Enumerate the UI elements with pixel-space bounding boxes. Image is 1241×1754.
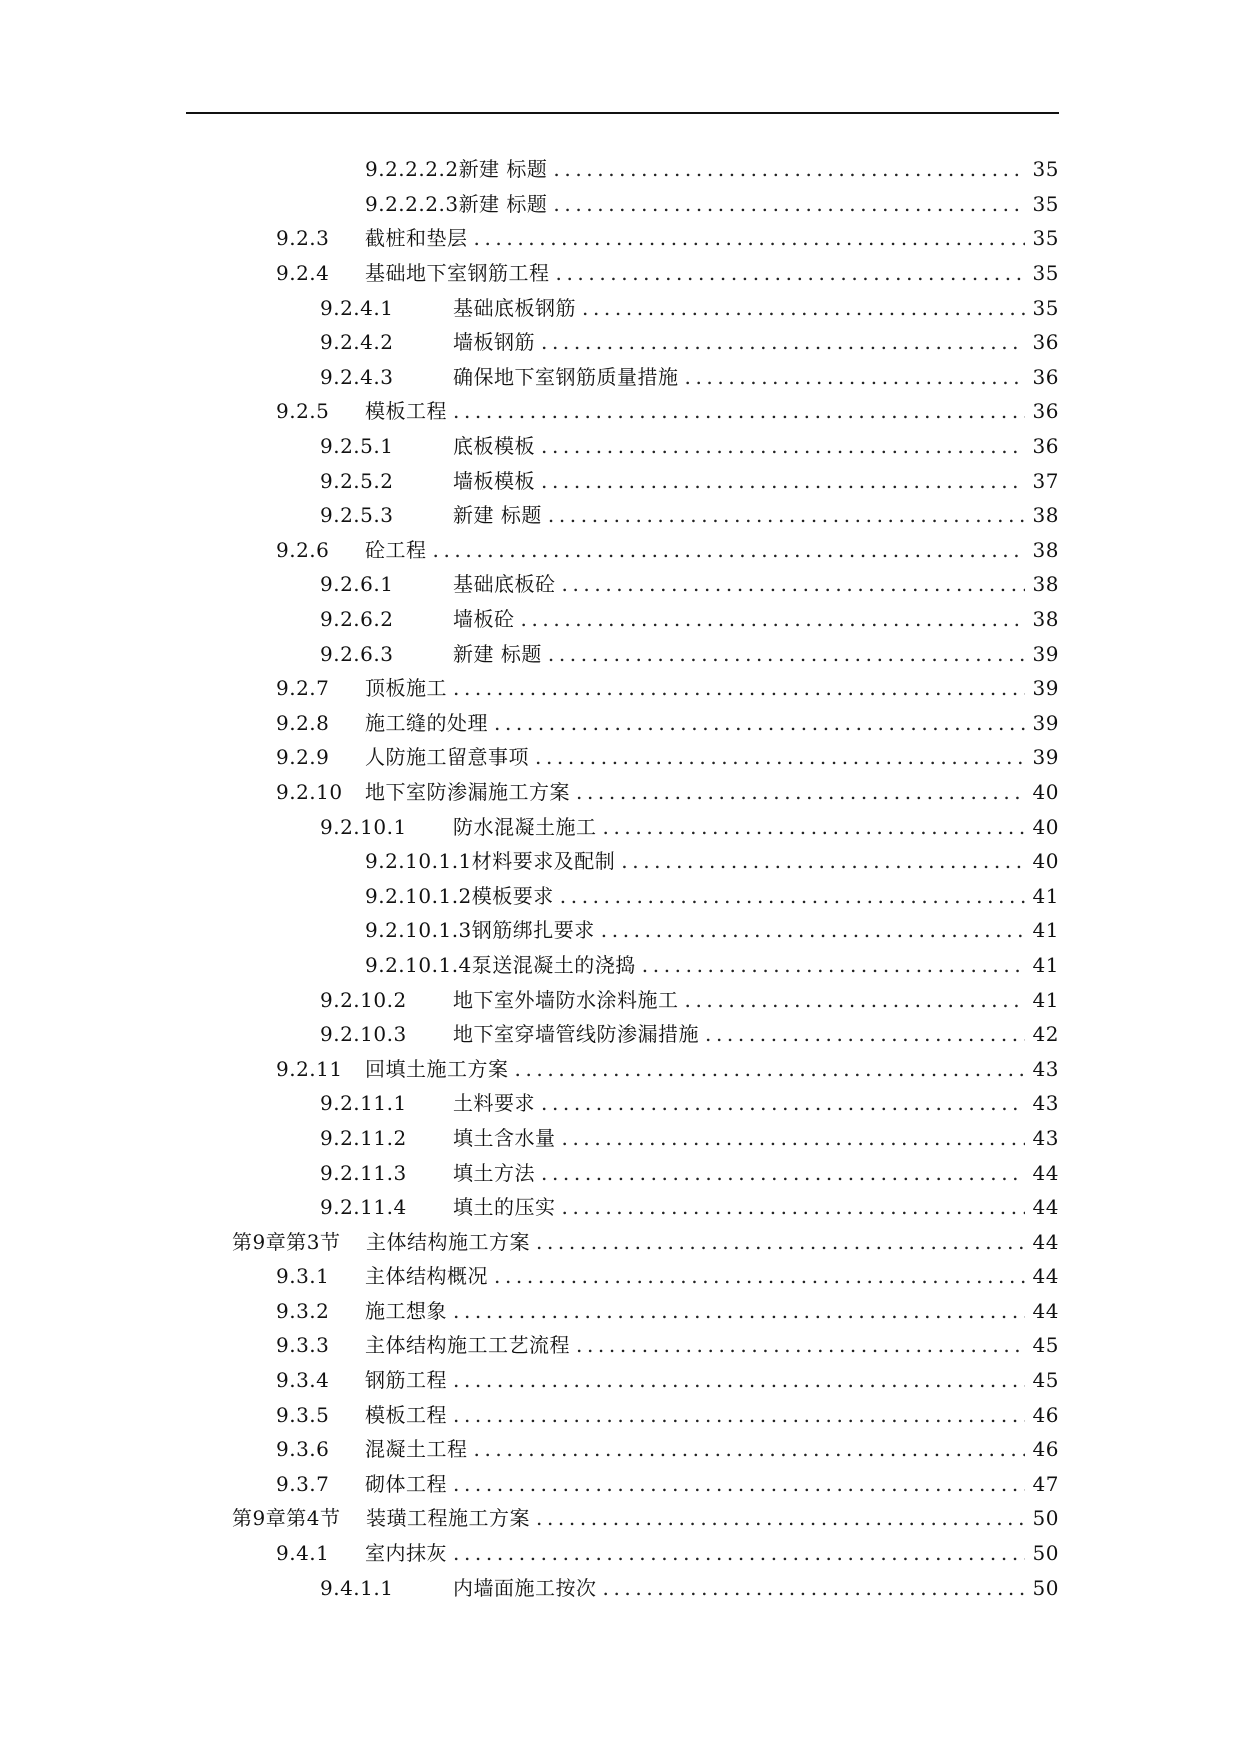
toc-entry-page: 43 <box>1032 1056 1059 1081</box>
toc-entry-title: 基础底板钢筋 <box>453 295 576 320</box>
toc-entry-number: 9.2.8 <box>276 710 330 735</box>
toc-entry-title: 新建 标题 <box>453 503 542 528</box>
toc-entry[interactable] <box>0 706 1241 741</box>
toc-entry-page: 35 <box>1032 157 1059 182</box>
toc-entry-title: 模板要求 <box>471 883 554 908</box>
toc-entry-page: 35 <box>1032 226 1059 251</box>
toc-entry[interactable] <box>0 1397 1241 1432</box>
toc-dot-leader <box>453 1543 1025 1563</box>
toc-dot-leader <box>621 851 1025 871</box>
toc-dot-leader <box>603 817 1026 837</box>
toc-entry-page: 43 <box>1032 1091 1059 1116</box>
toc-entry-title: 模板工程 <box>365 1402 447 1427</box>
toc-entry-page: 37 <box>1032 468 1059 493</box>
toc-entry-number: 9.2.4.2 <box>320 330 394 355</box>
toc-entry-title: 钢筋绑扎要求 <box>471 918 595 943</box>
toc-entry-title: 墙板砼 <box>453 607 515 632</box>
toc-entry[interactable] <box>0 256 1241 291</box>
toc-entry-number: 9.2.3 <box>276 226 330 251</box>
toc-entry-page: 45 <box>1032 1333 1059 1358</box>
toc-dot-leader <box>453 1301 1025 1321</box>
toc-dot-leader <box>560 886 1025 906</box>
toc-dot-leader <box>536 1508 1025 1528</box>
toc-entry-page: 36 <box>1032 399 1059 424</box>
toc-entry[interactable] <box>0 1017 1241 1052</box>
toc-entry-number: 9.2.10.1 <box>320 814 407 839</box>
toc-entry-page: 39 <box>1032 641 1059 666</box>
toc-entry[interactable] <box>0 636 1241 671</box>
toc-entry-title: 内墙面施工按次 <box>453 1575 597 1600</box>
toc-entry-number: 9.2.5.2 <box>320 468 394 493</box>
toc-dot-leader <box>576 1335 1025 1355</box>
toc-dot-leader <box>603 1578 1026 1598</box>
toc-entry-page: 46 <box>1032 1402 1059 1427</box>
toc-entry[interactable] <box>0 878 1241 913</box>
toc-entry-page: 43 <box>1032 1125 1059 1150</box>
toc-entry-title: 施工想象 <box>365 1298 447 1323</box>
toc-entry-page: 41 <box>1032 918 1059 943</box>
toc-entry-page: 36 <box>1032 364 1059 389</box>
toc-entry-page: 50 <box>1032 1541 1059 1566</box>
toc-dot-leader <box>474 1439 1026 1459</box>
toc-entry-number: 9.2.2.2.3 <box>365 191 459 216</box>
toc-entry-number: 9.2.4.3 <box>320 364 394 389</box>
toc-entry-title: 主体结构施工工艺流程 <box>365 1333 570 1358</box>
toc-entry-number: 9.2.11.4 <box>320 1195 407 1220</box>
toc-entry-title: 新建 标题 <box>458 157 548 182</box>
toc-entry[interactable] <box>0 982 1241 1017</box>
toc-entry[interactable] <box>0 1432 1241 1467</box>
toc-entry[interactable] <box>0 1086 1241 1121</box>
toc-entry-page: 39 <box>1032 710 1059 735</box>
toc-entry-title: 顶板施工 <box>365 676 447 701</box>
toc-entry-page: 35 <box>1032 261 1059 286</box>
toc-entry-title: 主体结构施工方案 <box>366 1229 530 1254</box>
toc-entry-number: 9.2.5 <box>276 399 330 424</box>
toc-entry-page: 35 <box>1032 295 1059 320</box>
toc-entry[interactable] <box>0 1259 1241 1294</box>
toc-entry-page: 40 <box>1032 814 1059 839</box>
toc-entry[interactable] <box>0 1328 1241 1363</box>
toc-entry-title: 砌体工程 <box>365 1471 447 1496</box>
toc-dot-leader <box>553 194 1025 214</box>
toc-entry-number: 9.2.10.1.3 <box>365 918 472 943</box>
toc-entry-page: 38 <box>1032 537 1059 562</box>
toc-entry[interactable] <box>0 775 1241 810</box>
toc-entry-page: 39 <box>1032 745 1059 770</box>
toc-dot-leader <box>548 644 1025 664</box>
toc-entry-title: 截桩和垫层 <box>365 226 468 251</box>
toc-dot-leader <box>562 574 1026 594</box>
toc-entry-number: 9.2.4.1 <box>320 295 394 320</box>
toc-entry-number: 9.2.4 <box>276 261 330 286</box>
toc-dot-leader <box>541 471 1025 491</box>
toc-entry-title: 基础地下室钢筋工程 <box>365 261 550 286</box>
toc-entry-title: 墙板模板 <box>453 468 535 493</box>
toc-entry[interactable] <box>0 1294 1241 1329</box>
toc-entry-title: 新建 标题 <box>458 191 548 216</box>
toc-entry[interactable] <box>0 671 1241 706</box>
toc-entry-title: 地下室防渗漏施工方案 <box>365 779 570 804</box>
toc-entry-page: 41 <box>1032 952 1059 977</box>
toc-dot-leader <box>453 1474 1025 1494</box>
toc-dot-leader <box>685 367 1026 387</box>
toc-dot-leader <box>535 747 1025 767</box>
toc-dot-leader <box>453 678 1025 698</box>
toc-entry-number: 9.2.10.1.1 <box>365 849 472 874</box>
toc-entry-page: 47 <box>1032 1471 1059 1496</box>
toc-entry[interactable] <box>0 360 1241 395</box>
toc-entry-number: 9.4.1.1 <box>320 1575 394 1600</box>
toc-entry-number: 第9章第4节 <box>232 1506 341 1531</box>
toc-entry-number: 9.2.9 <box>276 745 330 770</box>
toc-entry[interactable] <box>0 567 1241 602</box>
header-rule <box>186 112 1059 114</box>
toc-dot-leader <box>541 1093 1025 1113</box>
toc-entry-title: 地下室穿墙管线防渗漏措施 <box>453 1022 699 1047</box>
toc-entry-title: 土料要求 <box>453 1091 535 1116</box>
toc-entry-page: 36 <box>1032 330 1059 355</box>
toc-entry-number: 9.2.5.3 <box>320 503 394 528</box>
toc-entry-page: 44 <box>1032 1195 1059 1220</box>
toc-entry-number: 9.2.10 <box>276 779 343 804</box>
toc-entry-title: 人防施工留意事项 <box>365 745 529 770</box>
toc-entry-title: 底板模板 <box>453 434 535 459</box>
toc-entry[interactable] <box>0 325 1241 360</box>
toc-entry-title: 地下室外墙防水涂料施工 <box>453 987 679 1012</box>
toc-entry-number: 9.2.11.2 <box>320 1125 407 1150</box>
toc-dot-leader <box>642 955 1025 975</box>
toc-entry-page: 39 <box>1032 676 1059 701</box>
toc-entry-page: 41 <box>1032 883 1059 908</box>
toc-entry-title: 施工缝的处理 <box>365 710 488 735</box>
toc-entry[interactable] <box>0 913 1241 948</box>
toc-dot-leader <box>556 263 1026 283</box>
toc-entry-title: 填土含水量 <box>453 1125 556 1150</box>
toc-entry-number: 9.2.11.1 <box>320 1091 407 1116</box>
toc-entry-page: 36 <box>1032 434 1059 459</box>
toc-entry-page: 50 <box>1032 1575 1059 1600</box>
toc-dot-leader <box>536 1232 1025 1252</box>
toc-entry[interactable] <box>0 1224 1241 1259</box>
toc-entry-page: 44 <box>1032 1229 1059 1254</box>
toc-entry-title: 新建 标题 <box>453 641 542 666</box>
toc-dot-leader <box>541 332 1025 352</box>
toc-entry-title: 泵送混凝土的浇捣 <box>471 952 636 977</box>
toc-entry[interactable] <box>0 1467 1241 1502</box>
toc-entry-title: 确保地下室钢筋质量措施 <box>453 364 679 389</box>
toc-entry-number: 9.3.3 <box>276 1333 330 1358</box>
toc-entry[interactable] <box>0 498 1241 533</box>
toc-entry-number: 9.2.6.3 <box>320 641 394 666</box>
toc-entry-number: 9.3.5 <box>276 1402 330 1427</box>
toc-dot-leader <box>541 436 1025 456</box>
toc-entry-title: 回填土施工方案 <box>365 1056 509 1081</box>
table-of-contents <box>0 152 1241 1605</box>
toc-entry-title: 混凝土工程 <box>365 1437 468 1462</box>
toc-entry-number: 9.2.10.1.4 <box>365 952 472 977</box>
toc-dot-leader <box>705 1024 1025 1044</box>
toc-entry-page: 46 <box>1032 1437 1059 1462</box>
toc-entry-title: 基础底板砼 <box>453 572 556 597</box>
toc-dot-leader <box>453 1405 1025 1425</box>
toc-entry-number: 9.2.7 <box>276 676 330 701</box>
toc-dot-leader <box>433 540 1026 560</box>
toc-entry[interactable] <box>0 1051 1241 1086</box>
toc-entry-title: 模板工程 <box>365 399 447 424</box>
toc-entry-number: 9.2.10.3 <box>320 1022 407 1047</box>
toc-entry[interactable] <box>0 394 1241 429</box>
toc-dot-leader <box>576 782 1025 802</box>
toc-entry-number: 9.2.2.2.2 <box>365 157 459 182</box>
toc-dot-leader <box>553 159 1025 179</box>
toc-entry-title: 主体结构概况 <box>365 1264 488 1289</box>
toc-dot-leader <box>453 401 1025 421</box>
toc-entry[interactable] <box>0 429 1241 464</box>
toc-dot-leader <box>541 1163 1025 1183</box>
toc-entry-number: 9.3.6 <box>276 1437 330 1462</box>
toc-entry-number: 9.3.1 <box>276 1264 330 1289</box>
toc-entry-page: 40 <box>1032 849 1059 874</box>
toc-entry-title: 填土的压实 <box>453 1195 556 1220</box>
toc-entry[interactable] <box>0 221 1241 256</box>
toc-entry[interactable] <box>0 809 1241 844</box>
toc-entry[interactable] <box>0 948 1241 983</box>
toc-entry[interactable] <box>0 1121 1241 1156</box>
toc-dot-leader <box>562 1128 1026 1148</box>
toc-entry-number: 9.3.7 <box>276 1471 330 1496</box>
toc-entry[interactable] <box>0 740 1241 775</box>
toc-entry-number: 9.2.6.1 <box>320 572 394 597</box>
toc-entry[interactable] <box>0 1155 1241 1190</box>
toc-entry-title: 防水混凝土施工 <box>453 814 597 839</box>
toc-entry-page: 38 <box>1032 503 1059 528</box>
toc-entry-page: 38 <box>1032 572 1059 597</box>
toc-dot-leader <box>562 1197 1026 1217</box>
toc-entry-page: 44 <box>1032 1160 1059 1185</box>
toc-entry-number: 9.4.1 <box>276 1541 330 1566</box>
toc-entry[interactable] <box>0 844 1241 879</box>
toc-entry-page: 42 <box>1032 1022 1059 1047</box>
toc-entry[interactable] <box>0 533 1241 568</box>
toc-entry-number: 9.2.10.1.2 <box>365 883 472 908</box>
toc-entry-title: 装璜工程施工方案 <box>366 1506 530 1531</box>
toc-entry-title: 填土方法 <box>453 1160 535 1185</box>
toc-dot-leader <box>582 298 1025 318</box>
toc-entry[interactable] <box>0 1570 1241 1605</box>
toc-entry-number: 9.2.6.2 <box>320 607 394 632</box>
toc-entry[interactable] <box>0 1501 1241 1536</box>
toc-entry-page: 44 <box>1032 1298 1059 1323</box>
toc-entry[interactable] <box>0 1190 1241 1225</box>
toc-dot-leader <box>494 1266 1025 1286</box>
toc-entry[interactable] <box>0 1536 1241 1571</box>
toc-entry-title: 钢筋工程 <box>365 1368 447 1393</box>
toc-entry[interactable] <box>0 290 1241 325</box>
toc-entry-number: 9.2.10.2 <box>320 987 407 1012</box>
toc-entry-page: 40 <box>1032 779 1059 804</box>
toc-dot-leader <box>521 609 1026 629</box>
toc-dot-leader <box>548 505 1025 525</box>
toc-entry-number: 9.3.4 <box>276 1368 330 1393</box>
toc-dot-leader <box>685 990 1026 1010</box>
toc-entry-number: 9.3.2 <box>276 1298 330 1323</box>
toc-dot-leader <box>601 920 1025 940</box>
toc-entry-title: 室内抹灰 <box>365 1541 447 1566</box>
toc-entry-title: 材料要求及配制 <box>471 849 616 874</box>
toc-entry-number: 9.2.6 <box>276 537 330 562</box>
toc-dot-leader <box>515 1059 1026 1079</box>
toc-entry-page: 35 <box>1032 191 1059 216</box>
toc-entry[interactable] <box>0 187 1241 222</box>
toc-dot-leader <box>453 1370 1025 1390</box>
toc-entry-page: 50 <box>1032 1506 1059 1531</box>
toc-entry-number: 9.2.11 <box>276 1056 343 1081</box>
toc-entry[interactable] <box>0 602 1241 637</box>
toc-entry-number: 9.2.11.3 <box>320 1160 407 1185</box>
toc-entry-number: 9.2.5.1 <box>320 434 394 459</box>
toc-entry[interactable] <box>0 152 1241 187</box>
toc-entry-page: 38 <box>1032 607 1059 632</box>
toc-entry-title: 墙板钢筋 <box>453 330 535 355</box>
toc-entry-number: 第9章第3节 <box>232 1229 341 1254</box>
toc-dot-leader <box>474 228 1026 248</box>
toc-entry[interactable] <box>0 463 1241 498</box>
toc-entry[interactable] <box>0 1363 1241 1398</box>
toc-entry-page: 44 <box>1032 1264 1059 1289</box>
toc-dot-leader <box>494 713 1025 733</box>
toc-entry-title: 砼工程 <box>365 537 427 562</box>
toc-entry-page: 41 <box>1032 987 1059 1012</box>
toc-entry-page: 45 <box>1032 1368 1059 1393</box>
